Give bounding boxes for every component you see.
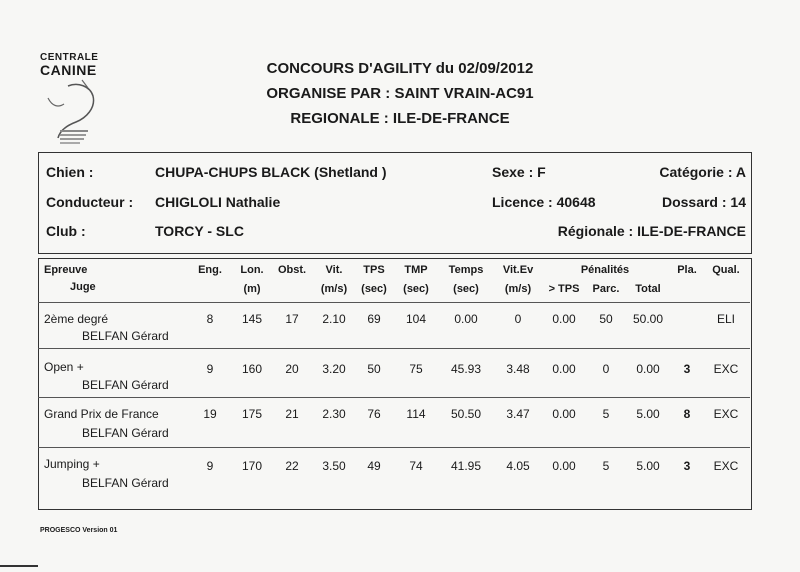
row3-lon: 175 bbox=[241, 407, 263, 421]
row3-vitev: 3.47 bbox=[506, 407, 530, 421]
col-vit: Vit. bbox=[325, 264, 343, 276]
categorie: Catégorie : A bbox=[659, 164, 746, 180]
footer-version: PROGESCO Version 01 bbox=[40, 527, 118, 534]
row3-tmp: 114 bbox=[406, 407, 426, 421]
row1-vitev: 0 bbox=[514, 312, 522, 326]
row2-eng: 9 bbox=[206, 362, 214, 376]
row3-pen-parc: 5 bbox=[602, 407, 610, 421]
row3-pla: 8 bbox=[683, 407, 691, 421]
col-pen-total: Total bbox=[635, 283, 661, 295]
row2-juge: BELFAN Gérard bbox=[82, 378, 169, 392]
col-vitev: Vit.Ev bbox=[502, 264, 534, 276]
row1-vit: 2.10 bbox=[322, 312, 346, 326]
row3-temps: 50.50 bbox=[450, 407, 482, 421]
row1-lon: 145 bbox=[241, 312, 263, 326]
col-vitev-unit: (m/s) bbox=[504, 283, 532, 295]
header-divider bbox=[38, 302, 750, 303]
row1-eng: 8 bbox=[206, 312, 214, 326]
dossard: Dossard : 14 bbox=[661, 194, 746, 210]
row1-pen-total: 50.00 bbox=[632, 312, 664, 326]
col-pla: Pla. bbox=[677, 264, 697, 276]
row2-epreuve: Open + bbox=[44, 360, 84, 374]
row3-divider bbox=[38, 447, 750, 448]
row2-lon: 160 bbox=[241, 362, 263, 376]
row2-qual: EXC bbox=[713, 362, 739, 376]
row1-pen-tps: 0.00 bbox=[552, 312, 576, 326]
row2-vitev: 3.48 bbox=[506, 362, 530, 376]
logo-line2: CANINE bbox=[40, 62, 97, 78]
row4-pla: 3 bbox=[683, 459, 691, 473]
col-lon: Lon. bbox=[240, 264, 264, 276]
club-value: TORCY - SLC bbox=[155, 223, 244, 239]
header-line3: REGIONALE : ILE-DE-FRANCE bbox=[290, 110, 510, 127]
row2-pen-parc: 0 bbox=[602, 362, 610, 376]
club-label: Club : bbox=[46, 223, 86, 239]
conducteur-label: Conducteur : bbox=[46, 194, 134, 210]
row3-pen-tps: 0.00 bbox=[552, 407, 576, 421]
row2-tmp: 75 bbox=[409, 362, 423, 376]
col-temps: Temps bbox=[448, 264, 484, 276]
row4-pen-tps: 0.00 bbox=[552, 459, 576, 473]
row3-pen-total: 5.00 bbox=[636, 407, 660, 421]
centrale-canine-logo bbox=[38, 52, 108, 152]
row2-pen-total: 0.00 bbox=[636, 362, 660, 376]
row4-temps: 41.95 bbox=[450, 459, 482, 473]
dog-silhouette-icon bbox=[38, 78, 108, 150]
row2-tps: 50 bbox=[367, 362, 381, 376]
row1-tps: 69 bbox=[367, 312, 381, 326]
col-vit-unit: (m/s) bbox=[320, 283, 348, 295]
col-tmp: TMP bbox=[404, 264, 428, 276]
row4-juge: BELFAN Gérard bbox=[82, 476, 169, 490]
sexe: Sexe : F bbox=[492, 164, 546, 180]
row1-obst: 17 bbox=[285, 312, 299, 326]
row4-pen-total: 5.00 bbox=[636, 459, 660, 473]
row3-epreuve: Grand Prix de France bbox=[44, 407, 159, 421]
chien-value: CHUPA-CHUPS BLACK (Shetland ) bbox=[155, 164, 387, 180]
row1-tmp: 104 bbox=[405, 312, 427, 326]
col-obst: Obst. bbox=[277, 264, 307, 276]
col-pen-tps: > TPS bbox=[548, 283, 580, 295]
regionale: Régionale : ILE-DE-FRANCE bbox=[557, 223, 746, 239]
licence: Licence : 40648 bbox=[492, 194, 596, 210]
row2-divider bbox=[38, 397, 750, 398]
conducteur-value: CHIGLOLI Nathalie bbox=[155, 194, 281, 210]
row3-obst: 21 bbox=[285, 407, 299, 421]
row2-pla: 3 bbox=[683, 362, 691, 376]
row3-tps: 76 bbox=[367, 407, 381, 421]
row4-epreuve: Jumping + bbox=[44, 457, 100, 471]
row1-temps: 0.00 bbox=[454, 312, 478, 326]
row2-temps: 45.93 bbox=[450, 362, 482, 376]
col-lon-unit: (m) bbox=[243, 283, 261, 295]
row1-pen-parc: 50 bbox=[599, 312, 613, 326]
chien-label: Chien : bbox=[46, 164, 94, 180]
row3-eng: 19 bbox=[203, 407, 217, 421]
col-tps: TPS bbox=[363, 264, 385, 276]
col-temps-unit: (sec) bbox=[453, 283, 479, 295]
row4-vitev: 4.05 bbox=[506, 459, 530, 473]
col-eng: Eng. bbox=[198, 264, 222, 276]
col-tps-unit: (sec) bbox=[361, 283, 387, 295]
row4-obst: 22 bbox=[285, 459, 299, 473]
row1-divider bbox=[38, 348, 750, 349]
row1-qual: ELI bbox=[716, 312, 735, 326]
row4-tps: 49 bbox=[367, 459, 381, 473]
row4-vit: 3.50 bbox=[322, 459, 346, 473]
col-juge: Juge bbox=[70, 281, 96, 293]
col-tmp-unit: (sec) bbox=[403, 283, 429, 295]
header-line2: ORGANISE PAR : SAINT VRAIN-AC91 bbox=[266, 85, 534, 102]
col-epreuve: Epreuve bbox=[44, 264, 88, 276]
row4-qual: EXC bbox=[713, 459, 739, 473]
row3-juge: BELFAN Gérard bbox=[82, 426, 169, 440]
row4-eng: 9 bbox=[206, 459, 214, 473]
col-penalites: Pénalités bbox=[580, 264, 630, 276]
header-line1: CONCOURS D'AGILITY du 02/09/2012 bbox=[266, 60, 534, 77]
logo-line1: CENTRALE bbox=[40, 52, 99, 63]
col-qual: Qual. bbox=[712, 264, 740, 276]
row3-vit: 2.30 bbox=[322, 407, 346, 421]
row1-epreuve: 2ème degré bbox=[44, 312, 109, 326]
row2-pen-tps: 0.00 bbox=[552, 362, 576, 376]
row2-obst: 20 bbox=[285, 362, 299, 376]
row4-pen-parc: 5 bbox=[602, 459, 610, 473]
scan-edge bbox=[0, 565, 38, 567]
row4-tmp: 74 bbox=[409, 459, 423, 473]
row1-juge: BELFAN Gérard bbox=[82, 329, 169, 343]
row3-qual: EXC bbox=[713, 407, 739, 421]
row4-lon: 170 bbox=[241, 459, 263, 473]
row2-vit: 3.20 bbox=[322, 362, 346, 376]
col-pen-parc: Parc. bbox=[592, 283, 620, 295]
